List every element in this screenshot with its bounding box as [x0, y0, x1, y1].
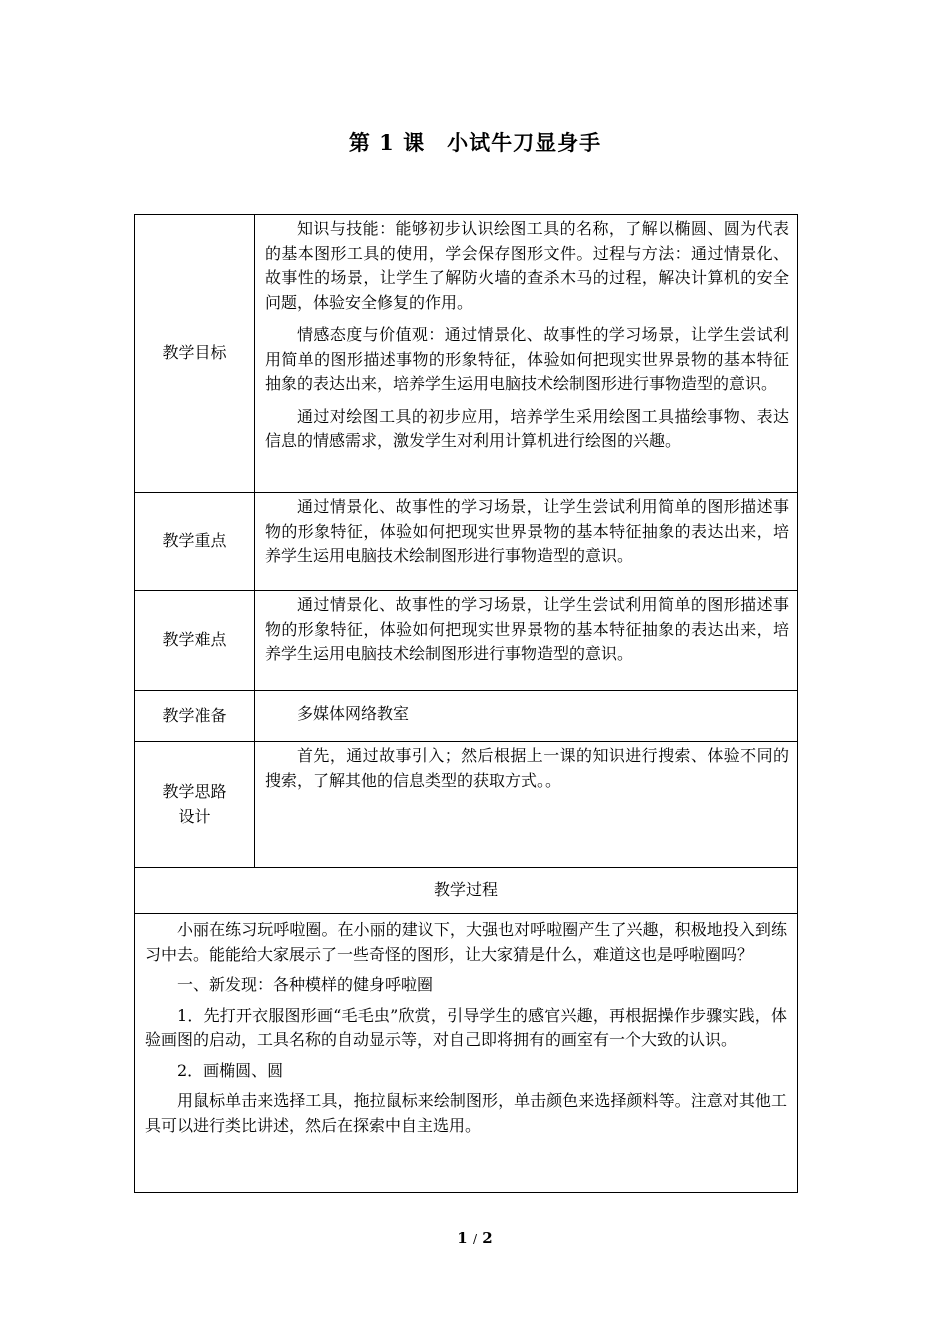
content-difficulties — [255, 591, 798, 691]
label-key-points: 教学重点 — [135, 493, 255, 591]
process-paragraph-1: 小丽在练习玩呼啦圈。在小丽的建议下，大强也对呼啦圈产生了兴趣，积极地投入到练习中去。能能给大家展示了一些奇怪的图形，让大家猜是什么，难道这也是呼啦圈吗？ — [145, 920, 787, 964]
lesson-plan-table — [134, 214, 798, 1193]
page-total: 2 — [482, 1229, 493, 1247]
row-objectives — [135, 215, 798, 493]
row-preparation — [135, 691, 798, 742]
process-paragraph-3: 1．先打开衣服图形画“毛毛虫”欣赏，引导学生的感官兴趣，再根据操作步骤实践，体验画图的启动，工具名称的自动显示等，对自己即将拥有的画室有一个大致的认识。 — [145, 1005, 787, 1049]
objectives-paragraph-1: 知识与技能：能够初步认识绘图工具的名称，了解以椭圆、圆为代表的基本图形工具的使用，学会保存图形文件。过程与方法：通过情景化、故事性的场景，让学生了解防火墙的查杀木马的过程，解决计算机的安全问题，体验安全修复的作用。 — [265, 219, 789, 312]
design-text: 首先，通过故事引入；然后根据上一课的知识进行搜索、体验不同的搜索，了解其他的信息类型的获取方式。。 — [265, 746, 789, 790]
objectives-paragraph-3: 通过对绘图工具的初步应用，培养学生采用绘图工具描绘事物、表达信息的情感需求，激发学生对利用计算机进行绘图的兴趣。 — [265, 406, 789, 450]
row-process-body — [135, 914, 798, 1193]
label-objectives: 教学目标 — [135, 215, 255, 493]
page-number — [0, 1229, 950, 1247]
preparation-text: 多媒体网络教室 — [297, 703, 410, 723]
design-label-line-1: 教学思路 — [162, 782, 227, 801]
content-key-points — [255, 493, 798, 591]
process-header: 教学过程 — [135, 868, 798, 914]
process-paragraph-2: 一、新发现：各种模样的健身呼啦圈 — [177, 975, 434, 994]
row-design — [135, 742, 798, 868]
content-objectives — [255, 215, 798, 493]
label-difficulties: 教学难点 — [135, 591, 255, 691]
page-current: 1 — [457, 1229, 468, 1247]
process-paragraph-4: 2．画椭圆、圆 — [177, 1060, 284, 1080]
process-paragraph-5: 用鼠标单击来选择工具，拖拉鼠标来绘制图形，单击颜色来选择颜料等。注意对其他工具可以进行类比讲述，然后在探索中自主选用。 — [145, 1091, 787, 1135]
label-preparation: 教学准备 — [135, 691, 255, 742]
row-process-header — [135, 868, 798, 914]
difficulties-text: 通过情景化、故事性的学习场景，让学生尝试利用简单的图形描述事物的形象特征，体验如何把现实世界景物的基本特征抽象的表达出来，培养学生运用电脑技术绘制图形进行事物造型的意识。 — [265, 595, 789, 663]
objectives-paragraph-2: 情感态度与价值观：通过情景化、故事性的学习场景，让学生尝试利用简单的图形描述事物的形象特征，体验如何把现实世界景物的基本特征抽象的表达出来，培养学生运用电脑技术绘制图形进行事物造型的意识。 — [265, 325, 789, 393]
design-label-line-2: 设计 — [178, 806, 211, 826]
page-title: 第 1 课 小试牛刀显身手 — [348, 130, 602, 155]
row-difficulties — [135, 591, 798, 691]
row-key-points — [135, 493, 798, 591]
process-body — [135, 914, 798, 1193]
content-preparation — [255, 691, 798, 742]
page-separator: / — [472, 1232, 478, 1246]
label-design — [135, 742, 255, 868]
key-points-text: 通过情景化、故事性的学习场景，让学生尝试利用简单的图形描述事物的形象特征，体验如何把现实世界景物的基本特征抽象的表达出来，培养学生运用电脑技术绘制图形进行事物造型的意识。 — [265, 497, 789, 565]
content-design — [255, 742, 798, 868]
